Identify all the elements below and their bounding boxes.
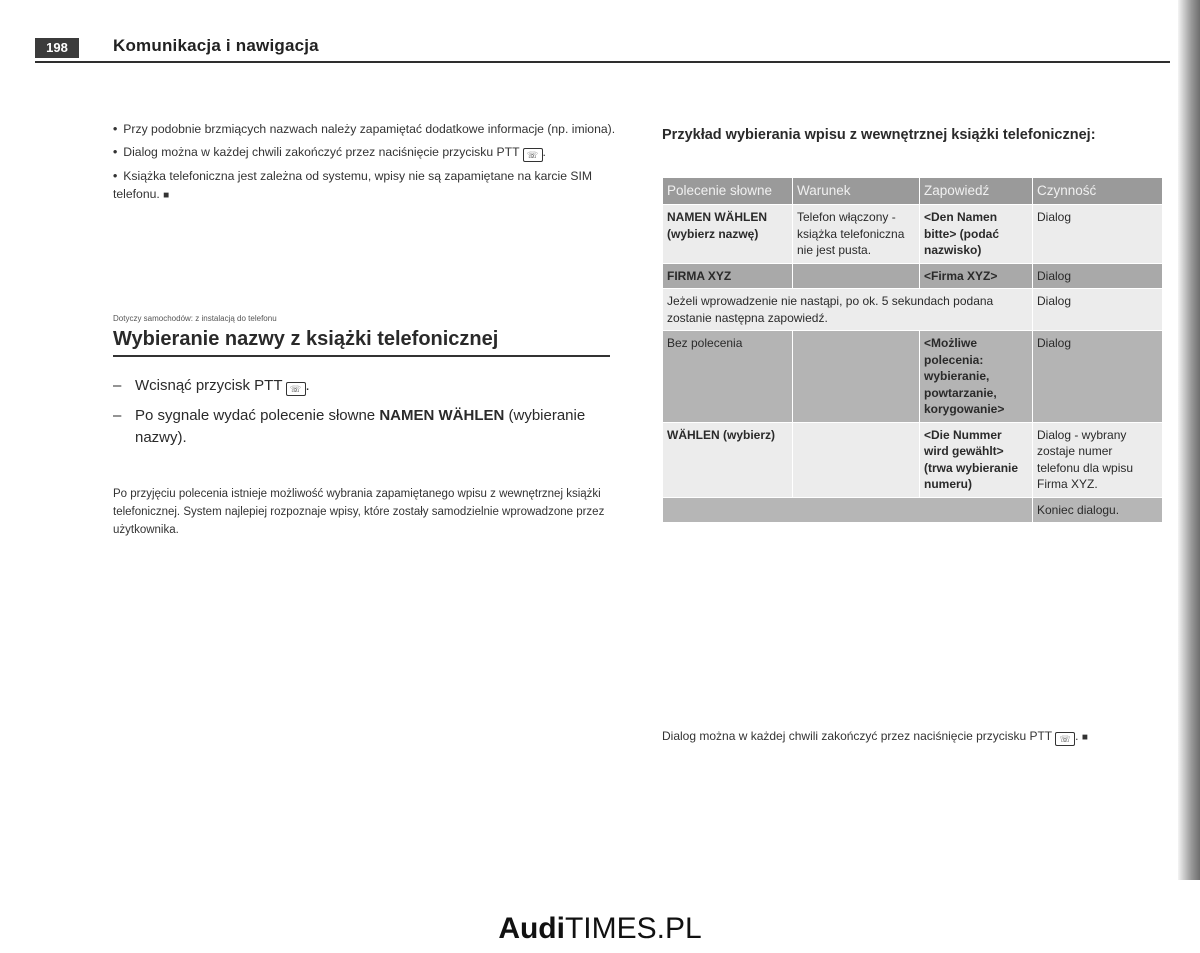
bullet-item: • Przy podobnie brzmiących nazwach należy zapamiętać dodatkowe informacje (np. imiona). xyxy=(113,122,616,136)
section-title: Wybieranie nazwy z książki telefonicznej xyxy=(113,328,610,357)
table-cell xyxy=(663,497,1033,523)
table-cell: Bez polecenia xyxy=(663,331,793,423)
phone-button-icon: ☏ xyxy=(1055,732,1075,746)
table-row xyxy=(663,205,1163,264)
table-row xyxy=(663,422,1163,497)
table-header-cell: Polecenie słowne xyxy=(663,178,793,205)
footer-brand-logo: AudiTIMES.PL xyxy=(498,912,702,945)
page-number: 198 xyxy=(35,38,79,58)
step-item: – Po sygnale wydać polecenie słowne NAMEN WÄHLEN (wybieranie nazwy). xyxy=(113,407,586,446)
table-header-row xyxy=(663,178,1163,205)
table-cell xyxy=(793,422,920,497)
end-mark-icon: ■ xyxy=(1081,732,1088,743)
table-cell: WÄHLEN (wybierz) xyxy=(663,422,793,497)
bullet-item: • Książka telefoniczna jest zależna od systemu, wpisy nie są zapamiętane na karcie SIM telefonu. ■ xyxy=(113,169,593,201)
table-header-cell: Warunek xyxy=(793,178,920,205)
end-mark-icon: ■ xyxy=(163,190,170,201)
table-row xyxy=(663,263,1163,289)
phone-button-icon: ☏ xyxy=(286,382,306,396)
voice-command-table xyxy=(662,177,1163,523)
table-cell: Telefon włączony - książka telefoniczna nie jest pusta. xyxy=(793,205,920,264)
table-cell xyxy=(793,331,920,423)
bullet-list xyxy=(113,120,618,210)
table-cell: Jeżeli wprowadzenie nie nastąpi, po ok. 5 sekundach podana zostanie następna zapowiedź. xyxy=(663,289,1033,331)
step-list xyxy=(113,375,613,457)
table-cell: FIRMA XYZ xyxy=(663,263,793,289)
table-cell: Dialog xyxy=(1033,289,1163,331)
table-header-cell: Czynność xyxy=(1033,178,1163,205)
page-header xyxy=(35,36,1175,60)
table-cell: <Die Nummer wird gewählt> (trwa wybieranie numeru) xyxy=(920,422,1033,497)
table-cell: NAMEN WÄHLEN (wybierz nazwę) xyxy=(663,205,793,264)
header-rule xyxy=(35,61,1170,63)
table-cell: Dialog - wybrany zostaje numer telefonu dla wpisu Firma XYZ. xyxy=(1033,422,1163,497)
table-cell xyxy=(793,263,920,289)
phone-button-icon: ☏ xyxy=(523,148,543,162)
table-cell: Dialog xyxy=(1033,205,1163,264)
closing-note: Dialog można w każdej chwili zakończyć przez naciśnięcie przycisku PTT ☏ . ■ xyxy=(662,729,1088,744)
body-paragraph: Po przyjęciu polecenia istnieje możliwość wybrania zapamiętanego wpisu z wewnętrznej książki telefonicznej. System najlepiej rozpoznaje wpisy, które zostały samodzielnie wprowadzone przez użytkownika. xyxy=(113,488,605,536)
bullet-item: • Dialog można w każdej chwili zakończyć przez naciśnięcie przycisku PTT ☏ . xyxy=(113,145,546,160)
table-row xyxy=(663,497,1163,523)
example-title: Przykład wybierania wpisu z wewnętrznej książki telefonicznej: xyxy=(662,127,1096,143)
table-cell: <Firma XYZ> xyxy=(920,263,1033,289)
table-cell: <Den Namen bitte> (podać nazwisko) xyxy=(920,205,1033,264)
step-item: – Wcisnąć przycisk PTT ☏ . xyxy=(113,377,310,394)
page-edge-shadow xyxy=(1178,0,1200,880)
table-cell: Dialog xyxy=(1033,263,1163,289)
breadcrumb: Dotyczy samochodów: z instalacją do telefonu xyxy=(113,314,277,323)
table-cell: Dialog xyxy=(1033,331,1163,423)
table-cell: Koniec dialogu. xyxy=(1033,497,1163,523)
table-cell: <Możliwe polecenia: wybieranie, powtarzanie, korygowanie> xyxy=(920,331,1033,423)
table-row xyxy=(663,331,1163,423)
chapter-title: Komunikacja i nawigacja xyxy=(113,36,319,55)
table-row xyxy=(663,289,1163,331)
table-header-cell: Zapowiedź xyxy=(920,178,1033,205)
